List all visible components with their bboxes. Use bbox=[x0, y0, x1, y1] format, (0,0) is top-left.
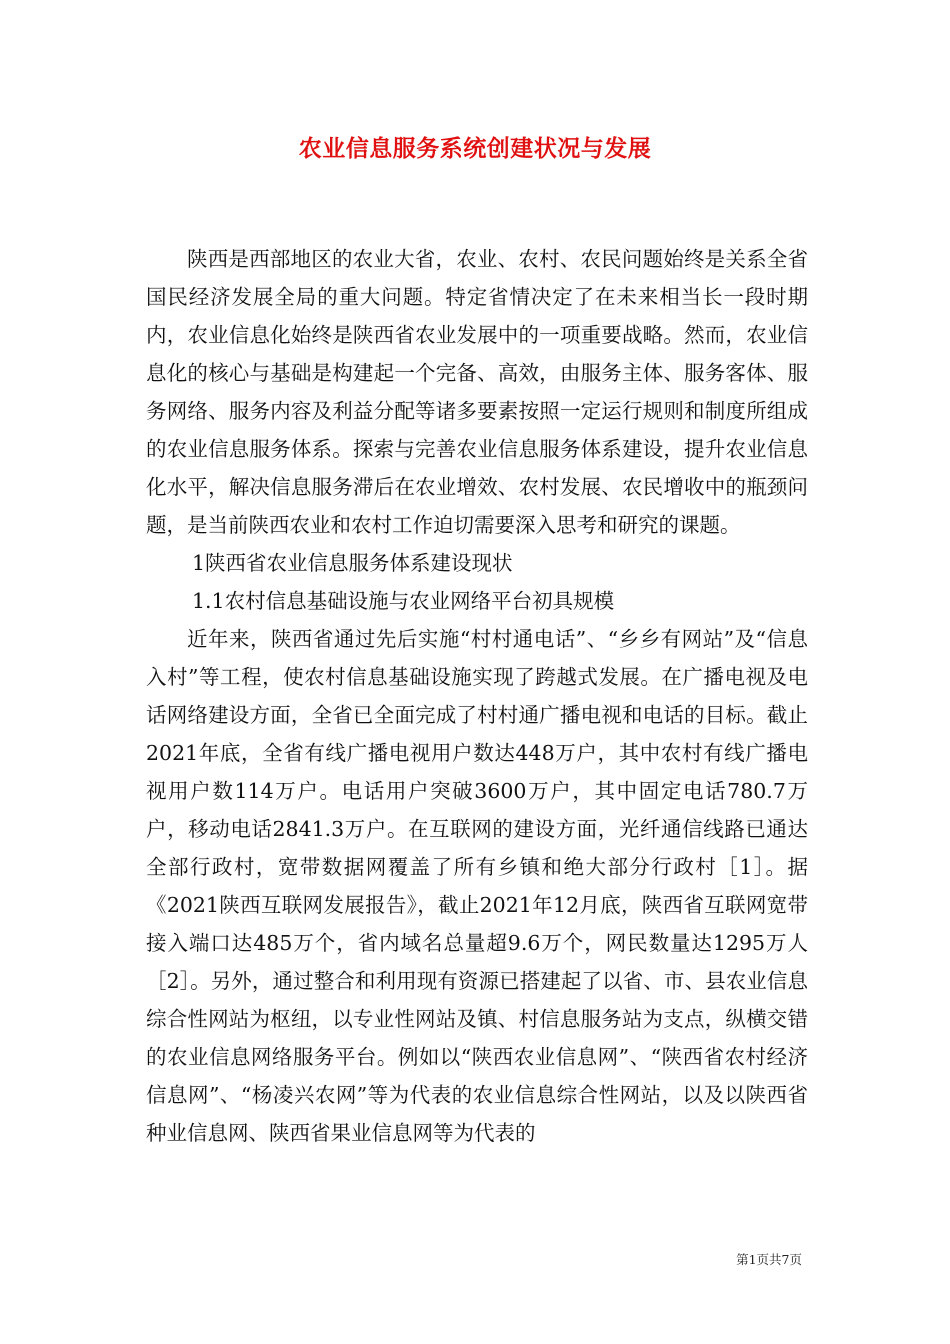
section-heading-1: 1陕西省农业信息服务体系建设现状 bbox=[192, 551, 513, 575]
paragraph-infrastructure: 近年来，陕西省通过先后实施“村村通电话”、“乡乡有网站”及“信息入村”等工程，使农村信息基础设施实现了跨越式发展。在广播电视及电话网络建设方面，全省已全面完成了村村通广播电视和电话的目标。截止2021年底，全省有线广播电视用户数达448万户，其中农村有线广播电视用户数114万户。电话用户突破3600万户，其中固定电话780.7万户，移动电话2841.3万户。在互联网的建设方面，光纤通信线路已通达全部行政村，宽带数据网覆盖了所有乡镇和绝大部分行政村［1］。据《2021陕西互联网发展报告》，截止2021年12月底，陕西省互联网宽带接入端口达485万个，省内域名总量超9.6万个，网民数量达1295万人［2］。另外，通过整合和利用现有资源已搭建起了以省、市、县农业信息综合性网站为枢纽，以专业性网站及镇、村信息服务站为支点，纵横交错的农业信息网络服务平台。例如以“陕西农业信息网”、“陕西省农村经济信息网”、“杨凌兴农网”等为代表的农业信息综合性网站，以及以陕西省种业信息网、陕西省果业信息网等为代表的 bbox=[146, 627, 808, 1145]
subsection-heading-1-1: 1.1农村信息基础设施与农业网络平台初具规模 bbox=[192, 589, 615, 613]
document-body bbox=[146, 240, 808, 1152]
paragraph-intro: 陕西是西部地区的农业大省，农业、农村、农民问题始终是关系全省国民经济发展全局的重大问题。特定省情决定了在未来相当长一段时期内，农业信息化始终是陕西省农业发展中的一项重要战略。然而，农业信息化的核心与基础是构建起一个完备、高效，由服务主体、服务客体、服务网络、服务内容及利益分配等诸多要素按照一定运行规则和制度所组成的农业信息服务体系。探索与完善农业信息服务体系建设，提升农业信息化水平，解决信息服务滞后在农业增效、农村发展、农民增收中的瓶颈问题，是当前陕西农业和农村工作迫切需要深入思考和研究的课题。 bbox=[146, 247, 808, 537]
document-title: 农业信息服务系统创建状况与发展 bbox=[298, 135, 652, 162]
page-number: 第1页共7页 bbox=[736, 1252, 802, 1267]
